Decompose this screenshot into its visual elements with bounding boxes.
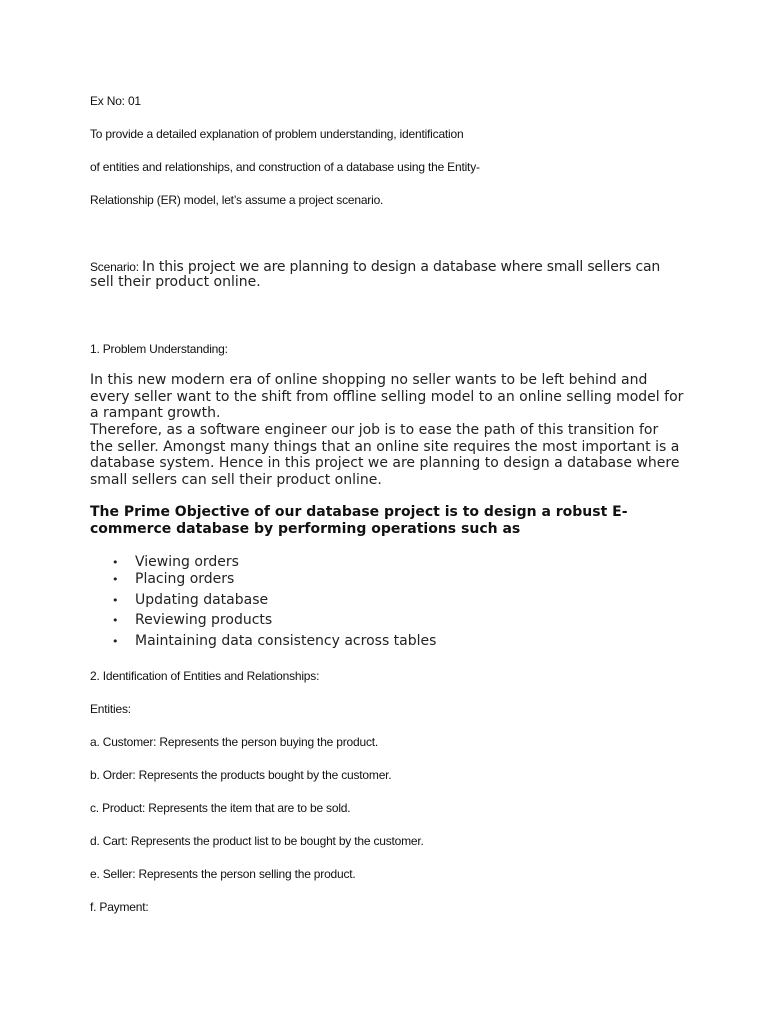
entity-item: e. Seller: Represents the person selling the product. <box>90 867 356 881</box>
scenario-text-continued: sell their product online. <box>90 274 261 290</box>
paragraph-line: In this new modern era of online shopping no seller wants to be left behind and <box>90 372 648 388</box>
scenario-text: In this project we are planning to design a database where small sellers can <box>142 259 661 275</box>
intro-line: To provide a detailed explanation of problem understanding, identification <box>90 127 464 141</box>
paragraph-line: the seller. Amongst many things that an online site requires the most important is a <box>90 438 680 455</box>
list-item: • Reviewing products <box>90 612 436 633</box>
paragraph-line: a rampant growth. <box>90 405 221 421</box>
entity-item: f. Payment: <box>90 900 149 914</box>
intro-line: of entities and relationships, and construction of a database using the Entity- <box>90 160 480 174</box>
entity-item: d. Cart: Represents the product list to be bought by the customer. <box>90 834 424 848</box>
objective-line: commerce database by performing operations such as <box>90 520 521 537</box>
list-item: • Viewing orders <box>90 554 436 571</box>
entity-item: b. Order: Represents the products bought by the customer. <box>90 768 392 782</box>
problem-paragraph-1 <box>90 372 690 422</box>
objective-line: The Prime Objective of our database project is to design a robust E- <box>90 504 628 520</box>
operations-list <box>90 554 436 653</box>
scenario-label: Scenario: <box>90 260 139 274</box>
paragraph-line: database system. Hence in this project we are planning to design a database where <box>90 455 680 471</box>
paragraph-line: Therefore, as a software engineer our job is to ease the path of this transition for <box>90 422 659 438</box>
paragraph-line: small sellers can sell their product online. <box>90 471 382 488</box>
entity-item: a. Customer: Represents the person buying the product. <box>90 735 379 749</box>
prime-objective-heading <box>90 504 690 537</box>
list-item: • Maintaining data consistency across tables <box>90 633 436 654</box>
section-heading-problem-understanding: 1. Problem Understanding: <box>90 342 228 356</box>
entity-item: c. Product: Represents the item that are to be sold. <box>90 801 351 815</box>
entities-label: Entities: <box>90 702 131 716</box>
exercise-number: Ex No: 01 <box>90 94 141 108</box>
paragraph-line: every seller want to the shift from offline selling model to an online selling model for <box>90 388 684 405</box>
section-heading-entities-relationships: 2. Identification of Entities and Relationships: <box>90 669 320 683</box>
list-item: • Placing orders <box>90 571 436 592</box>
list-item: • Updating database <box>90 592 436 613</box>
intro-line: Relationship (ER) model, let’s assume a project scenario. <box>90 193 384 207</box>
problem-paragraph-2 <box>90 422 690 488</box>
